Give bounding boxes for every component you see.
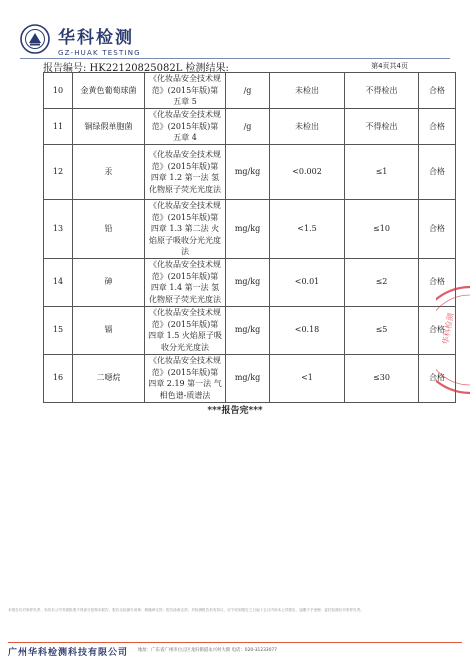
cell-method: 《化妆品安全技术规范》(2015年版)第五章 5 [145, 73, 226, 109]
table-row [44, 145, 456, 200]
cell-judgement: 合格 [419, 258, 456, 306]
cell-result: 未检出 [270, 73, 345, 109]
cell-method: 《化妆品安全技术规范》(2015年版)第四章 1.3 第二法 火焰原子吸收分光光度法 [145, 200, 226, 259]
company-logo [20, 24, 50, 54]
cell-limit: ≤1 [345, 145, 419, 200]
cell-judgement: 合格 [419, 73, 456, 109]
cell-method: 《化妆品安全技术规范》(2015年版)第四章 1.4 第一法 氢化物原子荧光光度法 [145, 258, 226, 306]
cell-no: 16 [44, 354, 73, 402]
cell-unit: mg/kg [226, 145, 270, 200]
cell-unit: mg/kg [226, 354, 270, 402]
report-number: 报告编号: HK22120825082L 检测结果: [43, 63, 229, 74]
legal-notice: 本报告仅对来样负责，未经本公司书面批准不得部分复制本报告；报告无检测专用章、骑缝章无效；报告涂改无效；对检测报告若有异议，应于收到报告之日起十五日内向本公司提出，逾期不予受理；委托检测仅对来样负责。 [8, 608, 364, 612]
brand [58, 23, 141, 57]
cell-no: 10 [44, 73, 73, 109]
cell-no: 11 [44, 109, 73, 145]
company-seal [436, 285, 470, 395]
cell-judgement: 合格 [419, 306, 456, 354]
cell-unit: mg/kg [226, 306, 270, 354]
results-table [43, 72, 456, 403]
cell-judgement: 合格 [419, 354, 456, 402]
cell-no: 12 [44, 145, 73, 200]
brand-name: 华科检测 [58, 28, 134, 48]
table-row [44, 354, 456, 402]
cell-limit: ≤30 [345, 354, 419, 402]
cell-result: <1.5 [270, 200, 345, 259]
footer-divider [8, 642, 462, 643]
brand-english-name: GZ-HUAK TESTING [58, 49, 141, 57]
page-number: 第4页共4页 [371, 62, 408, 70]
cell-method: 《化妆品安全技术规范》(2015年版)第四章 2.19 第一法 气相色谱-质谱法 [145, 354, 226, 402]
cell-no: 13 [44, 200, 73, 259]
cell-result: <0.01 [270, 258, 345, 306]
cell-method: 《化妆品安全技术规范》(2015年版)第五章 4 [145, 109, 226, 145]
cell-result: 未检出 [270, 109, 345, 145]
cell-item: 汞 [73, 145, 145, 200]
company-name: 广州华科检测科技有限公司 [8, 648, 129, 658]
cell-limit: ≤5 [345, 306, 419, 354]
table-row [44, 200, 456, 259]
table-row [44, 109, 456, 145]
cell-result: <0.18 [270, 306, 345, 354]
cell-item: 金黄色葡萄球菌 [73, 73, 145, 109]
cell-method: 《化妆品安全技术规范》(2015年版)第四章 1.2 第一法 氢化物原子荧光光度法 [145, 145, 226, 200]
cell-unit: mg/kg [226, 258, 270, 306]
table-row [44, 306, 456, 354]
cell-unit: /g [226, 109, 270, 145]
company-address: 地址：广东省广州市白云区龙归街道永兴村大街 电话：020-31233077 [138, 648, 278, 653]
table-row [44, 73, 456, 109]
cell-limit: 不得检出 [345, 73, 419, 109]
cell-item: 砷 [73, 258, 145, 306]
cell-judgement: 合格 [419, 145, 456, 200]
cell-result: <0.002 [270, 145, 345, 200]
cell-unit: mg/kg [226, 200, 270, 259]
cell-item: 二噁烷 [73, 354, 145, 402]
cell-no: 14 [44, 258, 73, 306]
cell-limit: 不得检出 [345, 109, 419, 145]
cell-judgement: 合格 [419, 200, 456, 259]
cell-item: 镉 [73, 306, 145, 354]
cell-method: 《化妆品安全技术规范》(2015年版)第四章 1.5 火焰原子吸收分光光度法 [145, 306, 226, 354]
cell-judgement: 合格 [419, 109, 456, 145]
cell-unit: /g [226, 73, 270, 109]
results-table-body [44, 73, 456, 403]
cell-no: 15 [44, 306, 73, 354]
cell-item: 铅 [73, 200, 145, 259]
cell-item: 铜绿假单胞菌 [73, 109, 145, 145]
cell-limit: ≤2 [345, 258, 419, 306]
cell-result: <1 [270, 354, 345, 402]
table-row [44, 258, 456, 306]
report-end-mark: ***报告完*** [207, 406, 263, 416]
svg-text:华科检测: 华科检测 [441, 312, 456, 346]
cell-limit: ≤10 [345, 200, 419, 259]
